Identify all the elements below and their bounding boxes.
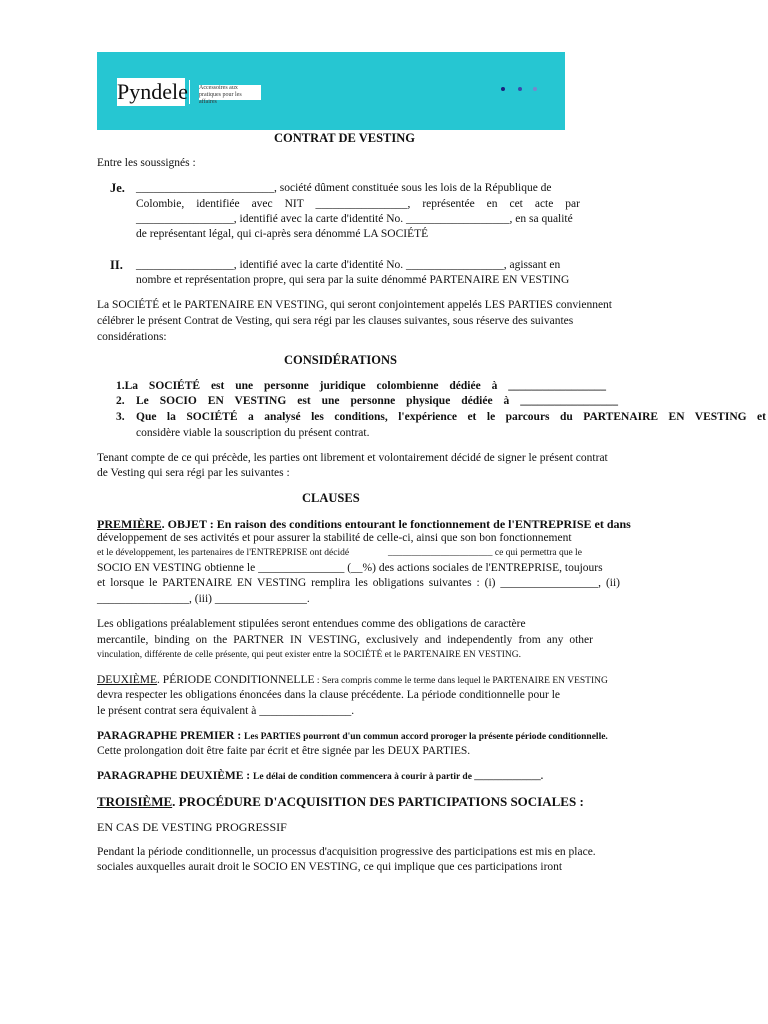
party1-line: _________________, identifié avec la carte d'identité No. __________________, en sa qualité [136, 213, 573, 225]
obligations-line: vinculation, différente de celle présente, qui peut exister entre la SOCIÉTÉ et le PARTENAIRE EN VESTING. [97, 650, 522, 660]
dot-icon [518, 87, 522, 91]
consideration-item-cont: considère viable la souscription du présent contrat. [136, 427, 370, 439]
logo-divider [189, 80, 190, 104]
party1-line: de représentant légal, qui ci-après sera dénommé LA SOCIÉTÉ [136, 228, 429, 240]
consideration-number: 3. [116, 411, 125, 423]
intro-text: Entre les soussignés : [97, 157, 196, 169]
dot-icon [501, 87, 505, 91]
consideration-number: 2. [116, 395, 125, 407]
clause1-heading [97, 517, 631, 531]
paragraph-deuxieme-text: Le délai de condition commencera à courir à partir de ______________. [253, 772, 544, 782]
clause2-text: : Sera compris comme le terme dans lequel le PARTENAIRE EN VESTING [314, 676, 608, 686]
clause1-line: ________________, (iii) ________________. [97, 593, 310, 605]
considerations-heading: CONSIDÉRATIONS [284, 353, 397, 367]
paragraph-premier-line: Cette prolongation doit être faite par écrit et être signée par les DEUX PARTIES. [97, 745, 471, 757]
party2-label: II. [110, 258, 123, 272]
clause3-heading [97, 795, 584, 809]
party1-line: Colombie, identifiée avec NIT ________________, représentée en cet acte par [136, 198, 580, 210]
consideration-item: 1.La SOCIÉTÉ est une personne juridique colombienne dédiée à _________________ [116, 380, 606, 392]
paragraph-premier [97, 729, 608, 744]
clause3-number: TROISIÈME [97, 794, 173, 809]
clause3-title: . PROCÉDURE D'ACQUISITION DES PARTICIPATIONS SOCIALES : [172, 794, 584, 809]
party2-line: nombre et représentation propre, qui sera par la suite dénommé PARTENAIRE EN VESTING [136, 274, 570, 286]
paragraph-deuxieme [97, 769, 543, 784]
tenant-line: de Vesting qui sera régi par les suivantes : [97, 467, 290, 479]
clause2-title: . PÉRIODE CONDITIONNELLE [157, 674, 315, 686]
party1-label: Je. [110, 181, 125, 195]
clause2-line: devra respecter les obligations énoncées dans la clause précédente. La période conditionnelle pour le [97, 689, 560, 701]
paragraph-deuxieme-label: PARAGRAPHE DEUXIÈME : [97, 770, 253, 782]
clause2-heading [97, 673, 608, 688]
logo-text: Pyndele [117, 79, 188, 104]
header-banner [97, 52, 565, 130]
clause1-line: développement de ses activités et pour assurer la stabilité de celle-ci, ainsi que son bon fonctionnement [97, 532, 572, 544]
logo [117, 78, 188, 106]
obligations-line: Les obligations préalablement stipulées seront entendues comme des obligations de caractère [97, 618, 526, 630]
clause2-line: le présent contrat sera équivalent à ________________. [97, 705, 355, 717]
parties-paragraph-line: célébrer le présent Contrat de Vesting, qui sera régi par les clauses suivantes, sous réserve des suivantes [97, 315, 574, 327]
progressive-vesting-heading: EN CAS DE VESTING PROGRESSIF [97, 820, 287, 834]
clause2-number: DEUXIÈME [97, 674, 158, 686]
consideration-item: Que la SOCIÉTÉ a analysé les conditions, l'expérience et le parcours du PARTENAIRE EN VESTING et [136, 411, 766, 423]
clause1-title: . OBJET : En raison des conditions entourant le fonctionnement de l'ENTREPRISE et dans [161, 517, 631, 531]
document-title: CONTRAT DE VESTING [274, 131, 416, 145]
final-line: sociales auxquelles aurait droit le SOCIO EN VESTING, ce qui implique que ces participations iront [97, 861, 563, 873]
tenant-line: Tenant compte de ce qui précède, les parties ont librement et volontairement décidé de signer le présent contrat [97, 452, 608, 464]
paragraph-premier-text: Les PARTIES pourront d'un commun accord proroger la présente période conditionnelle. [244, 732, 608, 742]
final-line: Pendant la période conditionnelle, un processus d'acquisition progressive des participations est mis en place. [97, 846, 596, 858]
logo-tagline: Accessoires aux pratiques pour les affaires [199, 85, 261, 100]
clause1-line: ______________________ ce qui permettra que le [388, 548, 582, 558]
dot-icon [533, 87, 537, 91]
party2-line: _________________, identifié avec la carte d'identité No. _________________, agissant en [136, 259, 561, 271]
clause1-line: SOCIO EN VESTING obtienne le _______________ (__%) des actions sociales de l'ENTREPRISE, toujours [97, 562, 603, 574]
consideration-item: Le SOCIO EN VESTING est une personne physique dédiée à _________________ [136, 395, 618, 407]
party1-line: ________________________, société dûment constituée sous les lois de la République de [136, 182, 552, 194]
parties-paragraph-line: considérations: [97, 331, 167, 343]
parties-paragraph-line: La SOCIÉTÉ et le PARTENAIRE EN VESTING, qui seront conjointement appelés LES PARTIES conviennent [97, 299, 612, 311]
paragraph-premier-label: PARAGRAPHE PREMIER : [97, 730, 245, 742]
clauses-heading: CLAUSES [302, 491, 360, 505]
clause1-number: PREMIÈRE [97, 517, 162, 531]
clause1-line: et le développement, les partenaires de l'ENTREPRISE ont décidé [97, 548, 350, 558]
obligations-line: mercantile, binding on the PARTNER IN VESTING, exclusively and independently from any other [97, 634, 593, 646]
clause1-line: et lorsque le PARTENAIRE EN VESTING remplira les obligations suivantes : (i) _________________, (ii) [97, 577, 620, 589]
